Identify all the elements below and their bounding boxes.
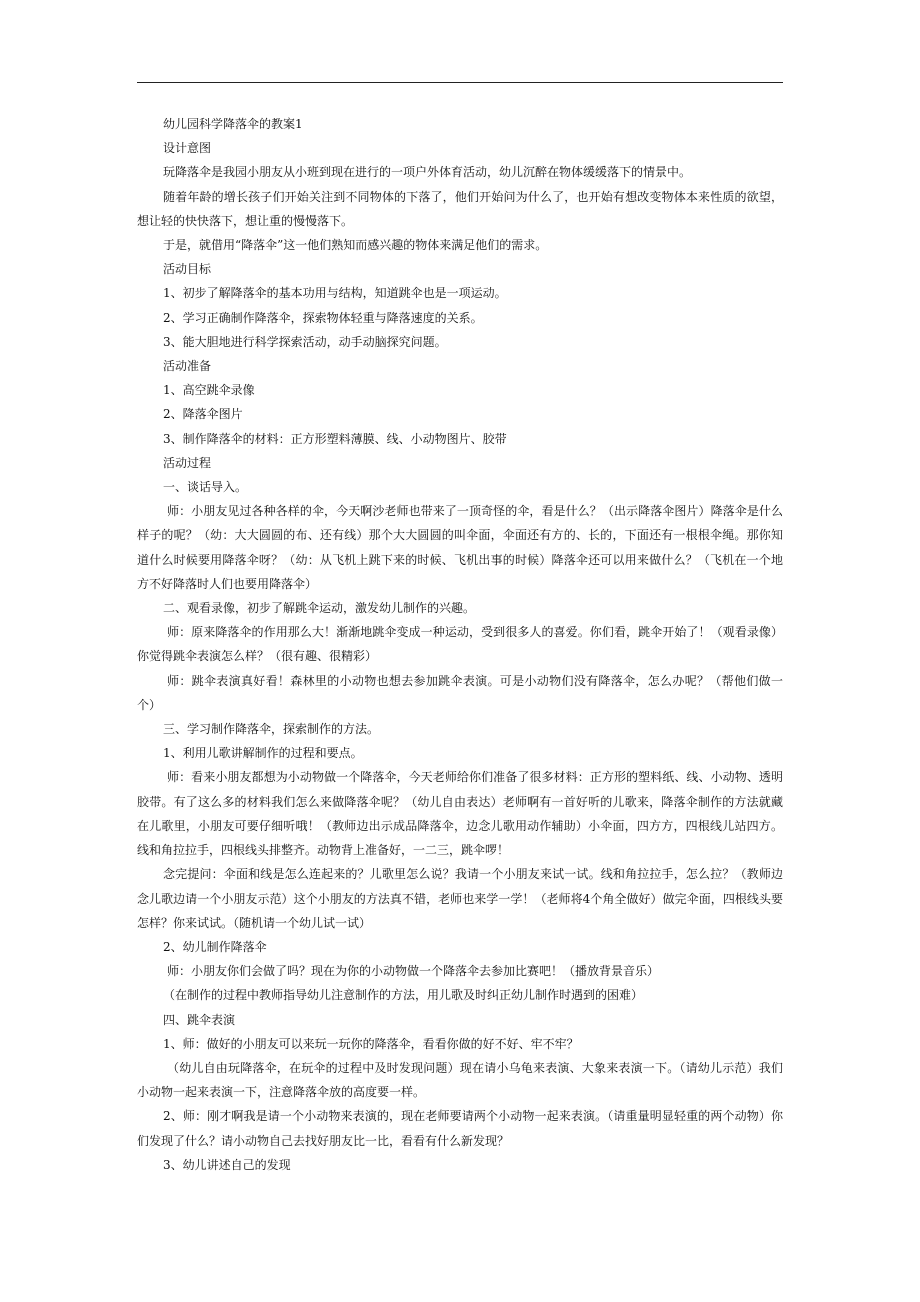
list-item: 2、幼儿制作降落伞	[163, 939, 267, 954]
subsection-heading: 二、观看录像，初步了解跳伞运动，激发幼儿制作的兴趣。	[163, 601, 476, 616]
section-heading: 活动过程	[163, 455, 212, 470]
paragraph: （幼儿自由玩降落伞，在玩伞的过程中及时发现问题）现在请小乌龟来表演、大象来表演一下。（请幼儿示范）我们小动物一起来表演一下，注意降落伞放的高度要一样。	[137, 1060, 783, 1100]
paragraph: 师：小朋友你们会做了吗？现在为你的小动物做一个降落伞去参加比赛吧！（播放背景音乐）	[167, 964, 660, 979]
list-item: 3、幼儿讲述自己的发现	[163, 1157, 291, 1172]
subsection-heading: 一、谈话导入。	[163, 480, 248, 495]
paragraph: 师：跳伞表演真好看！森林里的小动物也想去参加跳伞表演。可是小动物们没有降落伞，怎么办呢？（帮他们做一个）	[137, 673, 783, 712]
section-heading: 活动目标	[163, 262, 212, 277]
list-item: 1、师：做好的小朋友可以来玩一玩你的降落伞，看看你做的好不好、牢不牢？	[163, 1036, 579, 1051]
list-item: 2、师：刚才啊我是请一个小动物来表演的，现在老师要请两个小动物一起来表演。（请重量明显轻重的两个动物）你们发现了什么？请小动物自己去找好朋友比一比，看看有什么新发现？	[137, 1109, 783, 1148]
paragraph: 师：看来小朋友都想为小动物做一个降落伞，今天老师给你们准备了很多材料：正方形的塑料纸、线、小动物、透明胶带。有了这么多的材料我们怎么来做降落伞呢？（幼儿自由表达）老师啊有一首好听的儿歌来，降落伞制作的方法就藏在儿歌里，小朋友可要仔细听哦！（教师边出示成品降落伞，边念儿歌用动作辅助）小伞面，四方方，四根线儿站四方。线和角拉拉手，四根线头排整齐。动物背上准备好，一二三，跳伞啰！	[137, 770, 783, 858]
paragraph: （在制作的过程中教师指导幼儿注意制作的方法，用儿歌及时纠正幼儿制作时遇到的困难）	[163, 988, 644, 1003]
paragraph: 随着年龄的增长孩子们开始关注到不同物体的下落了，他们开始问为什么了，也开始有想改变物体本来性质的欲望，想让轻的快快落下，想让重的慢慢落下。	[137, 189, 783, 228]
doc-title: 幼儿园科学降落伞的教案1	[163, 117, 303, 131]
list-item: 1、初步了解降落伞的基本功用与结构，知道跳伞也是一项运动。	[163, 286, 507, 301]
paragraph: 玩降落伞是我园小朋友从小班到现在进行的一项户外体育活动，幼儿沉醉在物体缓缓落下的情景中。	[163, 165, 692, 180]
subsection-heading: 四、跳伞表演	[163, 1012, 236, 1027]
subsection-heading: 三、学习制作降落伞，探索制作的方法。	[163, 722, 380, 737]
paragraph: 师：小朋友见过各种各样的伞，今天啊沙老师也带来了一顶奇怪的伞，看是什么？（出示降落伞图片）降落伞是什么样子的呢？（幼：大大圆圆的布、还有线）那个大大圆圆的叫伞面，伞面还有方的、长的，下面还有一根根伞绳。那你知道什么时候要用降落伞呀？（幼：从飞机上跳下来的时候、飞机出事的时候）降落伞还可以用来做什么？（飞机在一个地方不好降落时人们也要用降落伞）	[137, 504, 783, 591]
paragraph: 念完提问：伞面和线是怎么连起来的？儿歌里怎么说？我请一个小朋友来试一试。线和角拉拉手，怎么拉？（教师边念儿歌边请一个小朋友示范）这个小朋友的方法真不错，老师也来学一学！（老师将4个角全做好）做完伞面，四根线头要怎样？你来试试。（随机请一个幼儿试一试）	[137, 867, 783, 930]
section-heading: 设计意图	[163, 141, 212, 156]
paragraph: 师：原来降落伞的作用那么大！渐渐地跳伞变成一种运动，受到很多人的喜爱。你们看，跳伞开始了！（观看录像）你觉得跳伞表演怎么样？（很有趣、很精彩）	[137, 625, 783, 664]
list-item: 2、学习正确制作降落伞，探索物体轻重与降落速度的关系。	[163, 310, 483, 325]
paragraph: 于是，就借用“降落伞”这一他们熟知而感兴趣的物体来满足他们的需求。	[163, 238, 548, 253]
list-item: 2、降落伞图片	[163, 407, 243, 422]
document-body	[137, 112, 783, 1177]
list-item: 1、利用儿歌讲解制作的过程和要点。	[163, 746, 363, 761]
header-rule	[137, 82, 783, 83]
list-item: 3、制作降落伞的材料：正方形塑料薄膜、线、小动物图片、胶带	[163, 431, 507, 446]
list-item: 1、高空跳伞录像	[163, 383, 255, 398]
list-item: 3、能大胆地进行科学探索活动，动手动脑探究问题。	[163, 334, 447, 349]
section-heading: 活动准备	[163, 359, 212, 374]
